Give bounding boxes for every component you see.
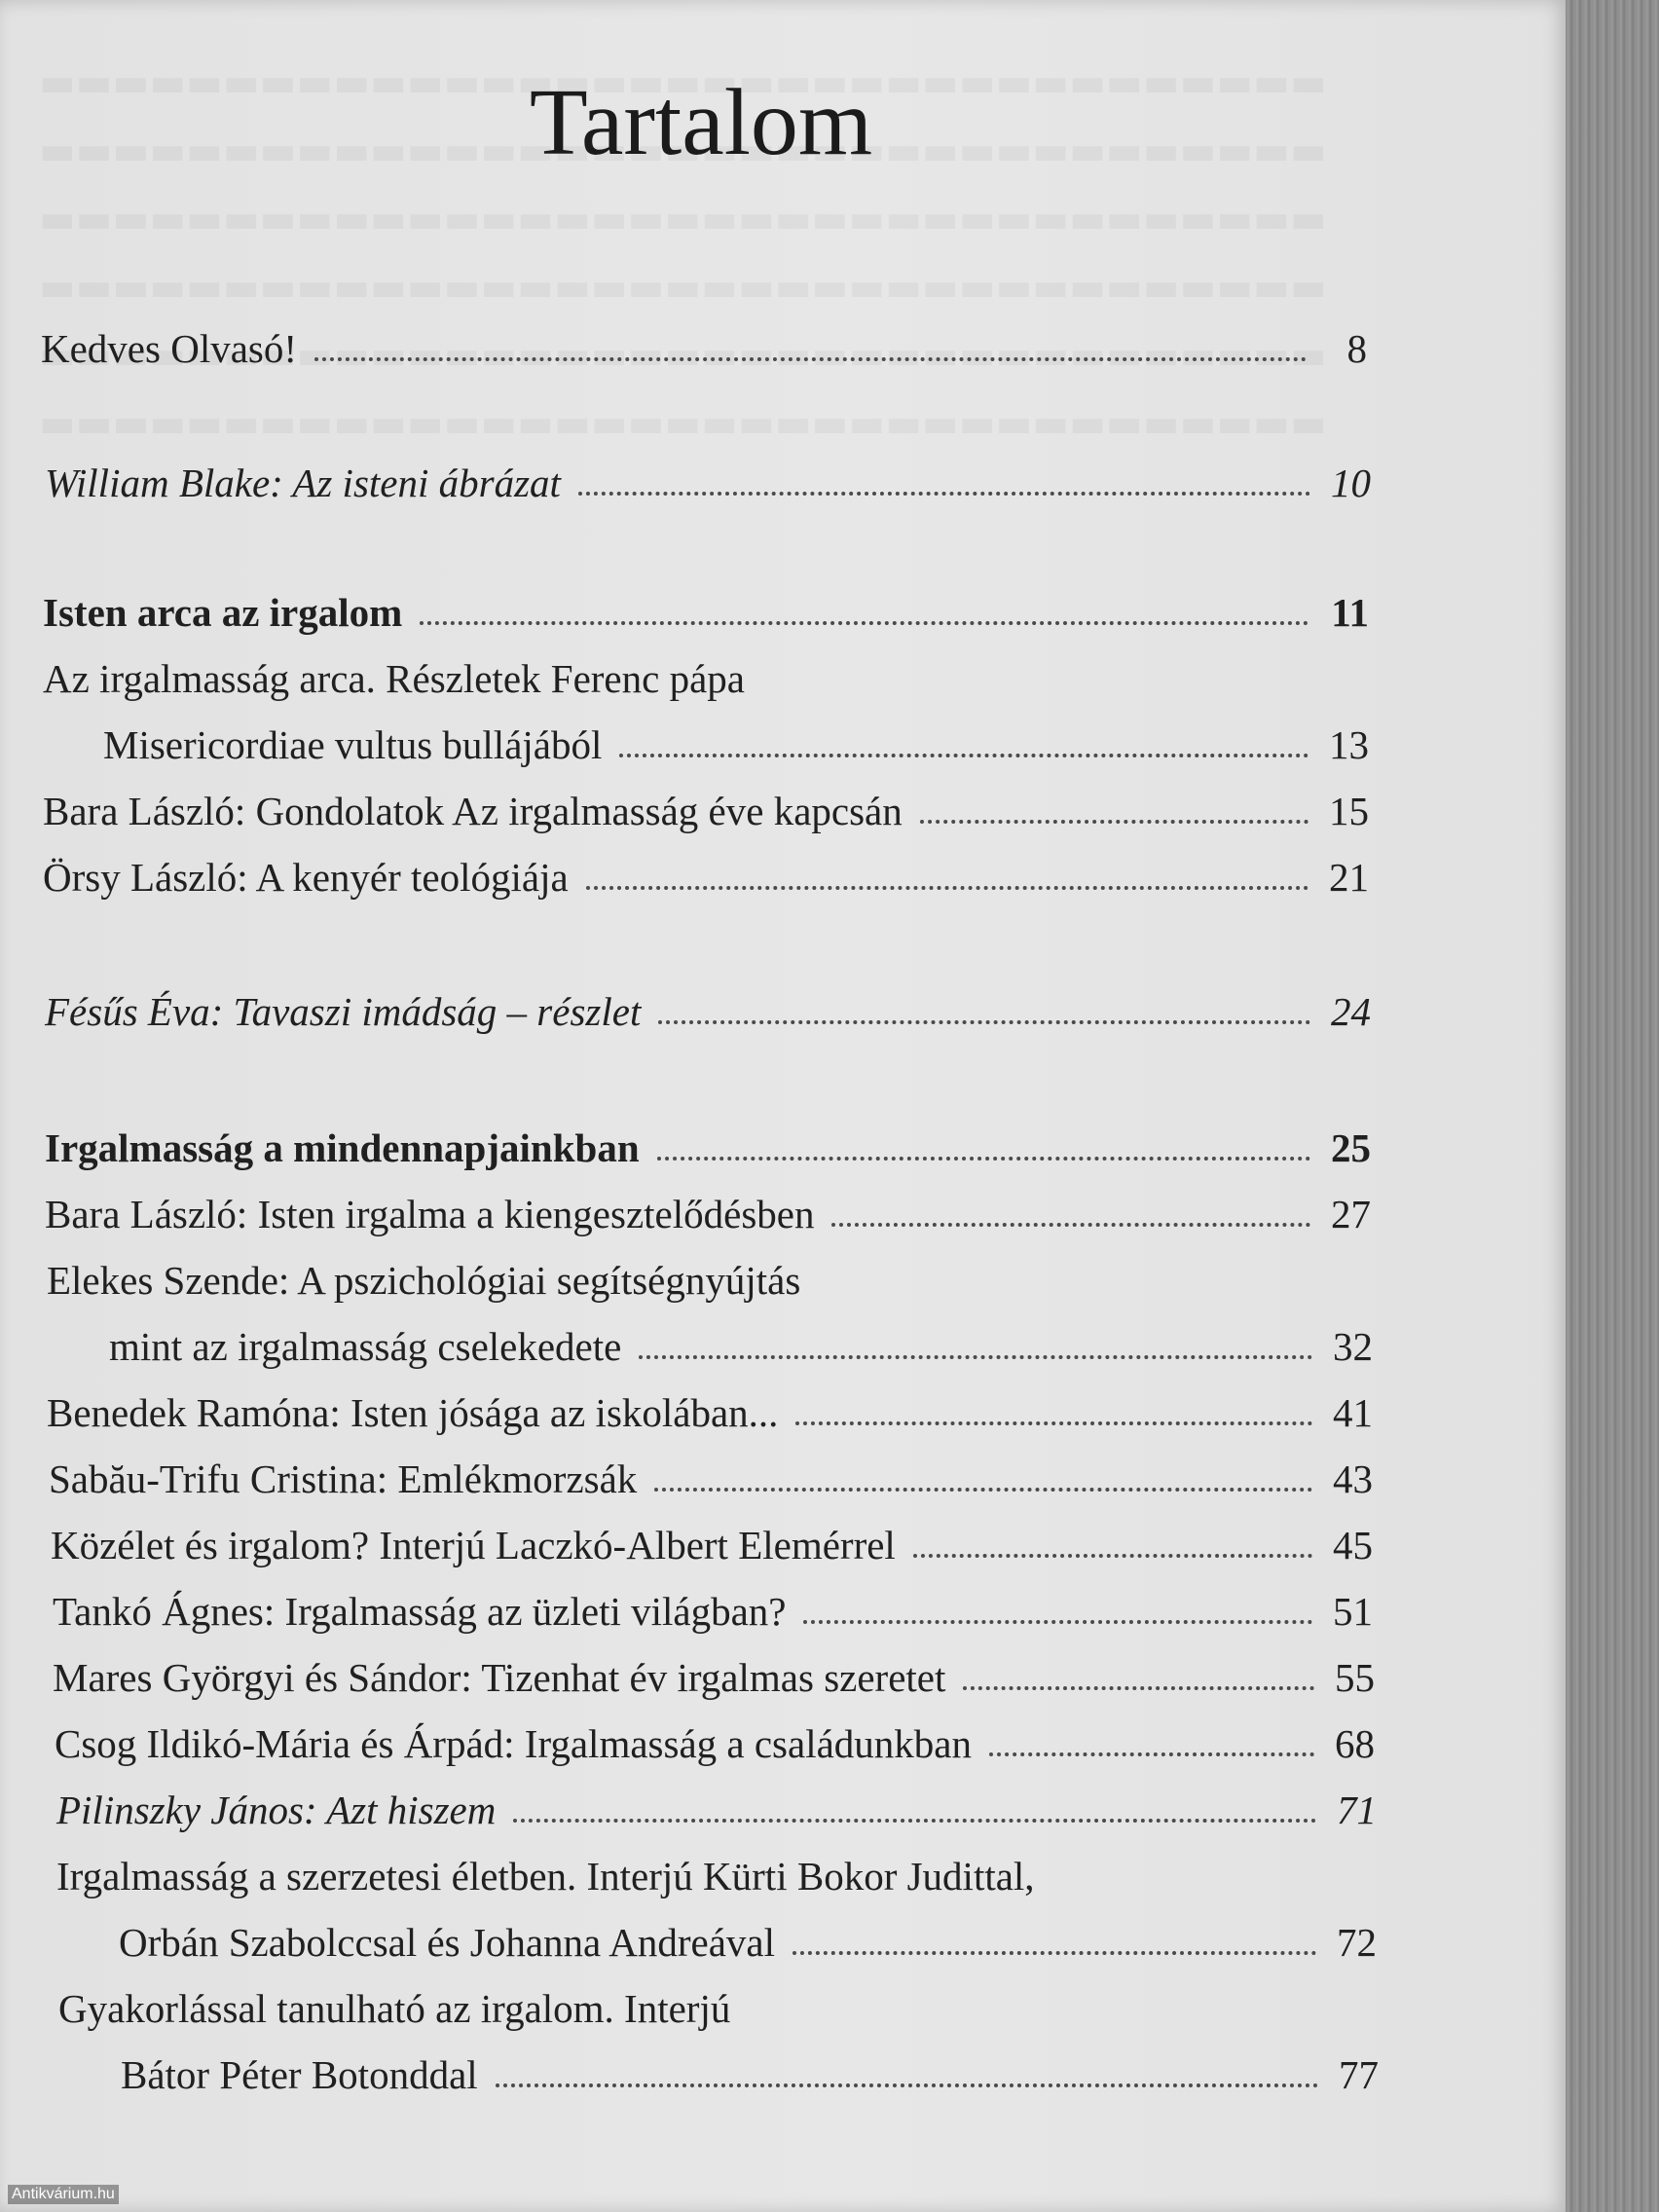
- toc-entry-page: 10: [1331, 461, 1371, 505]
- toc-entry: [47, 1388, 1373, 1437]
- toc-section-heading: [45, 1124, 1371, 1172]
- toc-entry-page: 24: [1331, 989, 1371, 1034]
- toc-entry-title: Mares Györgyi és Sándor: Tizenhat év irgalmas szeretet: [53, 1655, 946, 1700]
- toc-entry: [119, 1918, 1377, 1967]
- dot-leader: [619, 754, 1309, 757]
- toc-entry: [43, 787, 1369, 835]
- dot-leader: [658, 1020, 1310, 1024]
- dot-leader: [420, 621, 1309, 625]
- toc-entry-page: 8: [1346, 326, 1367, 371]
- page-edge-strip: [1566, 0, 1659, 2212]
- dot-leader: [913, 1554, 1312, 1558]
- toc-entry: [103, 720, 1369, 769]
- toc-entry: [109, 1322, 1373, 1371]
- toc-entry-title: Örsy László: A kenyér teológiája: [43, 855, 569, 900]
- toc-entry-page: 68: [1335, 1721, 1375, 1766]
- dot-leader: [513, 1819, 1316, 1823]
- dot-leader: [314, 357, 1307, 361]
- toc-entry: [53, 1653, 1375, 1702]
- dot-leader: [831, 1223, 1310, 1227]
- toc-entry-title: Irgalmasság a szerzetesi életben. Interjú Kürti Bokor Judittal,: [56, 1854, 1035, 1899]
- toc-entry-title: William Blake: Az isteni ábrázat: [45, 461, 561, 505]
- toc-entry-line: [43, 654, 1369, 703]
- toc-entry-page: 55: [1335, 1655, 1375, 1700]
- toc-section-heading: [43, 588, 1369, 637]
- toc-entry-title: Az irgalmasság arca. Részletek Ferenc pápa: [43, 656, 745, 701]
- toc-entry-page: 25: [1331, 1125, 1371, 1170]
- toc-entry: [43, 853, 1369, 902]
- toc-entry-title: Bara László: Gondolatok Az irgalmasság éve kapcsán: [43, 789, 903, 833]
- dot-leader: [795, 1421, 1312, 1425]
- toc-entry-page: 41: [1333, 1390, 1373, 1435]
- toc-entry: [51, 1521, 1373, 1569]
- toc-entry-line: [47, 1256, 1373, 1305]
- toc-entry-page: 71: [1337, 1788, 1377, 1832]
- dot-leader: [989, 1752, 1314, 1756]
- toc-entry-title: Kedves Olvasó!: [41, 326, 298, 371]
- toc-entry-page: 27: [1331, 1192, 1371, 1236]
- toc-entry-title: Isten arca az irgalom: [43, 590, 403, 635]
- toc-entry-title: Misericordiae vultus bullájából: [103, 722, 603, 767]
- toc-entry-page: 51: [1333, 1589, 1373, 1634]
- dot-leader: [654, 1488, 1312, 1492]
- toc-entry: [45, 1190, 1371, 1238]
- dot-leader: [578, 492, 1310, 496]
- toc-entry-title: Elekes Szende: A pszichológiai segítségnyújtás: [47, 1258, 801, 1303]
- dot-leader: [496, 2083, 1318, 2087]
- toc-entry: [55, 1719, 1375, 1768]
- dot-leader: [963, 1686, 1314, 1690]
- page-title: Tartalom: [529, 70, 873, 175]
- toc-entry: [41, 324, 1367, 373]
- dot-leader: [803, 1620, 1312, 1624]
- toc-entry: [49, 1455, 1373, 1503]
- toc-entry-title: Irgalmasság a mindennapjainkban: [45, 1125, 640, 1170]
- toc-entry-title: Bátor Péter Botonddal: [121, 2052, 478, 2097]
- toc-entry-title: Benedek Ramóna: Isten jósága az iskolában...: [47, 1390, 779, 1435]
- toc-entry: [45, 987, 1371, 1036]
- toc-entry-title: Pilinszky János: Azt hiszem: [56, 1788, 497, 1832]
- toc-entry: [53, 1587, 1373, 1636]
- toc-entry-page: 21: [1329, 855, 1369, 900]
- toc-entry-title: mint az irgalmasság cselekedete: [109, 1324, 622, 1369]
- toc-entry: [56, 1786, 1377, 1834]
- toc-entry-page: 43: [1333, 1456, 1373, 1501]
- toc-entry-page: 72: [1337, 1920, 1377, 1965]
- toc-entry-title: Orbán Szabolccsal és Johanna Andreával: [119, 1920, 775, 1965]
- toc-entry-title: Bara László: Isten irgalma a kiengesztelődésben: [45, 1192, 815, 1236]
- toc-entry-page: 13: [1329, 722, 1369, 767]
- toc-entry-line: [58, 1984, 1377, 2033]
- toc-entry-title: Sabău-Trifu Cristina: Emlékmorzsák: [49, 1456, 638, 1501]
- toc-entry-title: Fésűs Éva: Tavaszi imádság – részlet: [45, 989, 642, 1034]
- toc-entry-page: 77: [1339, 2052, 1379, 2097]
- toc-entry-title: Gyakorlással tanulható az irgalom. Interjú: [58, 1986, 731, 2031]
- toc-entry: [121, 2050, 1379, 2099]
- toc-entry-page: 32: [1333, 1324, 1373, 1369]
- toc-entry-title: Tankó Ágnes: Irgalmasság az üzleti világban?: [53, 1589, 787, 1634]
- toc-entry-title: Csog Ildikó-Mária és Árpád: Irgalmasság a családunkban: [55, 1721, 972, 1766]
- toc-entry-title: Közélet és irgalom? Interjú Laczkó-Albert Elemérrel: [51, 1523, 896, 1567]
- toc-entry-line: [56, 1852, 1377, 1900]
- dot-leader: [657, 1157, 1310, 1161]
- dot-leader: [793, 1951, 1316, 1955]
- toc-entry-page: 45: [1333, 1523, 1373, 1567]
- dot-leader: [639, 1355, 1312, 1359]
- dot-leader: [586, 886, 1309, 890]
- site-watermark: Antikvárium.hu: [8, 2185, 119, 2204]
- toc-entry-page: 11: [1331, 590, 1369, 635]
- toc-entry-page: 15: [1329, 789, 1369, 833]
- toc-entry: [45, 459, 1371, 507]
- dot-leader: [920, 820, 1309, 824]
